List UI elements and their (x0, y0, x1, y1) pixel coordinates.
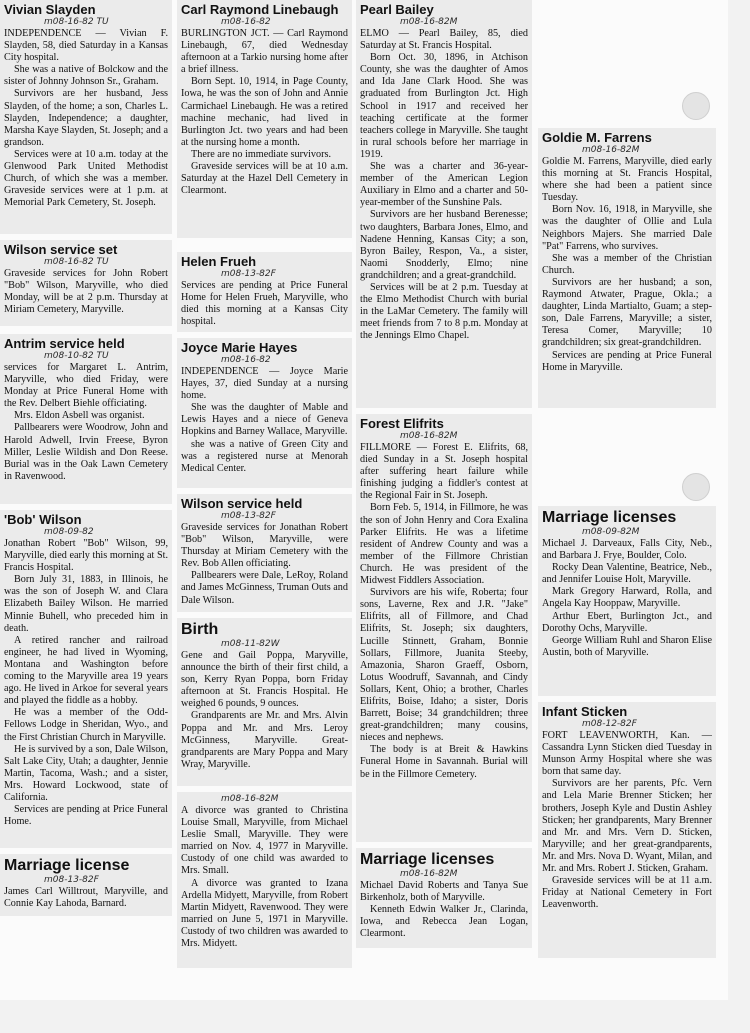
article-paragraph: Graveside services will be at 11 a.m. Friday at National Cemetery in Fort Leavenworth. (542, 875, 712, 911)
headline: Antrim service held (4, 336, 125, 351)
handwritten-date-note: m08-10-82 TU (44, 351, 109, 361)
article-paragraph: George William Ruhl and Sharon Elise Austin, both of Maryville. (542, 634, 712, 658)
headline: Infant Sticken (542, 704, 628, 719)
article-paragraph: INDEPENDENCE — Joyce Marie Hayes, 37, died Sunday at a nursing home. (181, 366, 348, 402)
article-paragraph: Gene and Gail Poppa, Maryville, announce the birth of their first child, a son, Kerry Ryan Poppa, born Friday afternoon at St. Francis Hospital. He weighed 6 pounds, 9 ounces. (181, 650, 348, 710)
handwritten-date-note: m08-12-82F (582, 719, 637, 729)
headline: Forest Elifrits (360, 416, 444, 431)
handwritten-date-note: m08-16-82M (400, 17, 458, 27)
handwritten-date-note: m08-09-82M (582, 527, 640, 537)
article-paragraph: There are no immediate survivors. (191, 148, 332, 160)
handwritten-date-note: m08-16-82 (221, 17, 271, 27)
article-paragraph: Survivors are her parents, Pfc. Vern and Lela Marie Brenner Sticken; her brothers, Joseph Kyle and Dustin Ashley Sticken; her grandparents, Mary Brenner and Mr. and Mrs. Vern D. Sticken, Maryville; and her great-grandparents, Mr. and Mrs. Nova D. Wyant, Milan, and Mr. and Mrs. Robert J. Sticken, Graham. (542, 778, 712, 875)
handwritten-date-note: m08-13-82F (221, 269, 276, 279)
clipping-forest-elifrits (356, 414, 532, 842)
clipping-marriage-licenses-roberts-walker (356, 848, 532, 948)
article-paragraph: FILLMORE — Forest E. Elifrits, 68, died Sunday in a St. Joseph hospital after suffering heart failure while finishing judging a fiddler's contest at the Regional Fair in St. Joseph. (360, 442, 528, 502)
article-paragraph: Michael David Roberts and Tanya Sue Birkenholz, both of Maryville. (360, 880, 528, 904)
article-paragraph: Born July 31, 1883, in Illinois, he was the son of Joseph W. and Clara Elizabeth Bailey Wilson. He married Minnie Buhell, who preceded him in death. (4, 574, 168, 634)
clipping-helen-frueh (177, 252, 352, 332)
handwritten-date-note: m08-16-82M (221, 794, 279, 804)
article-paragraph: Services are pending at Price Funeral Home in Maryville. (542, 349, 712, 373)
article-paragraph: Services will be at 2 p.m. Tuesday at the Elmo Methodist Church with burial in the LaMar Cemetery. The family will meet friends from 7 to 8 p.m. Monday at the Jennings Elmo Chapel. (360, 281, 528, 342)
article-paragraph: Graveside services for Jonathan Robert "Bob" Wilson, Maryville, were Thursday at Miriam Cemetery with the Rev. Bob Allen officiating. (181, 522, 348, 570)
article-paragraph: BURLINGTON JCT. — Carl Raymond Linebaugh, 67, died Wednesday afternoon at a Tarkio nursing home after a brief illness. (181, 28, 348, 76)
clipping-bob-wilson (0, 510, 172, 848)
handwritten-date-note: m08-16-82M (400, 869, 458, 879)
article-paragraph: Survivors are his wife, Roberta; four sons, Laverne, Rex and J.R. "Jake" Elifrits, all of Fillmore, and Chad Elifrits, St. Joseph; six daughters, Lucille Stinnett, Graham, Bonnie Sollars, Fillmore, Juanita Steeby, Amazonia, Sharon Graeff, Osborn, Lotus Woodruff, Savannah, and Cindy Sollars, Kent, Ohio; a brother, Charles Elifrits, Boise, Idaho; a sister, Doris Barrett, Boise; 34 grandchildren; three great-grandchildren; many cousins, nieces and nephews. (360, 587, 528, 744)
clipping-infant-sticken (538, 702, 716, 958)
handwritten-date-note: m08-13-82F (221, 511, 276, 521)
article-paragraph: Goldie M. Farrens, Maryville, died early this morning at St. Francis Hospital, where she had been a patient since Tuesday. (542, 156, 712, 204)
headline: Vivian Slayden (4, 2, 96, 17)
clipping-birth (177, 618, 352, 786)
article-paragraph: Graveside services for John Robert "Bob" Wilson, Maryville, who died Monday, will be at 2 p.m. Thursday at Miriam Cemetery, Maryville. (4, 268, 168, 316)
headline: Wilson service set (4, 242, 118, 257)
clipping-antrim-service-held (0, 334, 172, 504)
article-paragraph: Born Sept. 10, 1914, in Page County, Iowa, he was the son of John and Annie Carmichael Linebaugh. He was a retired machine mechanic, had lived in Burlington Jct. two years and had been at the nursing home a month. (181, 76, 348, 148)
handwritten-date-note: m08-16-82M (582, 145, 640, 155)
article-paragraph: Rocky Dean Valentine, Beatrice, Neb., and Jennifer Louise Holt, Maryville. (542, 562, 712, 586)
clipping-joyce-marie-hayes (177, 338, 352, 488)
headline: Goldie M. Farrens (542, 130, 652, 145)
clipping-wilson-service-set (0, 240, 172, 326)
article-paragraph: Services are pending at Price Funeral Home for Helen Frueh, Maryville, who died this morning at a Kansas City hospital. (181, 280, 348, 328)
article-paragraph: Survivors are her husband, Jess Slayden, of the home; a son, Charles L. Slayden, Independence; a daughter, Marsha Kaye Slayden, St. Joseph; and a grandson. (4, 88, 168, 148)
binder-hole (682, 92, 710, 120)
handwritten-date-note: m08-11-82W (221, 639, 280, 649)
handwritten-date-note: m08-16-82M (400, 431, 458, 441)
headline: Joyce Marie Hayes (181, 340, 298, 355)
clipping-marriage-licenses-darveaux (538, 506, 716, 696)
article-paragraph: Grandparents are Mr. and Mrs. Alvin Poppa and Mr. and Mrs. Leroy McGinness, Maryville. Great-grandparents are Mary Poppa and Mary Wray, Maryville. (181, 710, 348, 770)
article-paragraph: She was a member of the Christian Church. (542, 252, 712, 276)
article-paragraph: A divorce was granted to Christina Louise Small, Maryville, from Michael Leslie Small, Maryville. They were married on Nov. 4, 1977 in Maryville. Custody of one child was awarded to Mrs. Small. (181, 805, 348, 877)
clipping-marriage-license (0, 854, 172, 916)
article-paragraph: He was a member of the Odd-Fellows Lodge in Sheridan, Wyo., and the First Christian Church in Maryville. (4, 707, 168, 743)
headline: Carl Raymond Linebaugh (181, 2, 339, 17)
article-paragraph: Born Oct. 30, 1896, in Atchison County, she was the daughter of Amos and Ida Jane Clark Hood. She was graduated from Burlington Jct. High School in 1917 and received her teaching certificate at the former teachers college in Maryville. She taught in rural schools before her marriage in 1919. (360, 52, 528, 160)
clipping-pearl-bailey (356, 0, 532, 408)
article-paragraph: She was a native of Bolckow and the sister of Johnny Johnson Sr., Graham. (4, 64, 168, 88)
article-paragraph: The body is at Breit & Hawkins Funeral Home in Savannah. Burial will be in the Fillmore Cemetery. (360, 744, 528, 780)
handwritten-date-note: m08-16-82 TU (44, 17, 109, 27)
headline: Marriage licenses (542, 509, 677, 526)
headline: Marriage license (4, 857, 130, 874)
clipping-vivian-slayden (0, 0, 172, 234)
clipping-carl-raymond-linebaugh (177, 0, 352, 238)
article-paragraph: Services were at 10 a.m. today at the Glenwood Park United Methodist Church, of which she was a member. Graveside services were at 1 p.m. at Memorial Park Cemetery, St. Joseph. (4, 148, 168, 209)
article-paragraph: He is survived by a son, Dale Wilson, Salt Lake City, Utah; a daughter, Jennie Martin, Tacoma, Wash.; and a sister, Mrs. Howard Lockwood, state of California. (4, 743, 168, 803)
handwritten-date-note: m08-16-82 TU (44, 257, 109, 267)
article-paragraph: Arthur Ebert, Burlington Jct., and Dorothy Ochs, Maryville. (542, 610, 712, 634)
article-paragraph: INDEPENDENCE — Vivian F. Slayden, 58, died Saturday in a Kansas City hospital. (4, 28, 168, 64)
article-paragraph: A retired rancher and railroad engineer, he had lived in Wyoming, Montana and Washington before coming to the Maryville area 19 years ago. He lived in Arkoe for several years and played the fiddle as a hobby. (4, 634, 168, 707)
handwritten-date-note: m08-09-82 (44, 527, 94, 537)
article-paragraph: Michael J. Darveaux, Falls City, Neb., and Barbara J. Frye, Boulder, Colo. (542, 538, 712, 562)
article-paragraph: Pallbearers were Woodrow, John and Harold Adwell, Irvin Freese, Byron Miller, Leslie Wildish and Don Reese. Burial was in the Oak Lawn Cemetery in Ravenwood. (4, 422, 168, 482)
article-paragraph: Kenneth Edwin Walker Jr., Clarinda, Iowa, and Rebecca Jean Logan, Clearmont. (360, 904, 528, 940)
article-paragraph: Mrs. Eldon Asbell was organist. (14, 410, 145, 422)
article-paragraph: Mark Gregory Harward, Rolla, and Angela Kay Hooppaw, Maryville. (542, 586, 712, 610)
article-paragraph: She was a charter and 36-year-member of the American Legion Auxiliary in Elmo and a charter and 50-year-member of the Sunshine Pals. (360, 161, 528, 209)
article-paragraph: she was a native of Green City and was a registered nurse at Menorah Medical Center. (181, 438, 348, 474)
article-paragraph: Survivors are her husband Berenesse; two daughters, Barbara Jones, Elmo, and Nadene Henning, Kansas City; a son, Byron Bailey, Respon, Va., a sister, Naomi Snodderly, Elmo; nine grandchildren; and a great-grandchild. (360, 209, 528, 281)
article-paragraph: James Carl Willtrout, Maryville, and Connie Kay Lahoda, Barnard. (4, 886, 168, 910)
binder-hole (682, 473, 710, 501)
article-paragraph: Born Feb. 5, 1914, in Fillmore, he was the son of John Henry and Cora Exalina Parker Elifrits. He was a lifetime resident of Andrew County and was a member of the Fillmore Christian Church. He was president of the Midwest Fiddlers Association. (360, 502, 528, 587)
article-paragraph: Jonathan Robert "Bob" Wilson, 99, Maryville, died early this morning at St. Francis Hospital. (4, 538, 168, 574)
clipping-wilson-service-held (177, 494, 352, 612)
headline: Wilson service held (181, 496, 303, 511)
article-paragraph: She was the daughter of Mable and Lewis Hayes and a niece of Geneva Hopkins and Barney Wallace, Maryville. (181, 402, 348, 438)
clipping-goldie-m-farrens (538, 128, 716, 408)
article-paragraph: ELMO — Pearl Bailey, 85, died Saturday at St. Francis Hospital. (360, 28, 528, 52)
handwritten-date-note: m08-13-82F (44, 875, 99, 885)
headline: Helen Frueh (181, 254, 257, 269)
article-paragraph: Graveside services will be at 10 a.m. Saturday at the Hazel Dell Cemetery in Clearmont. (181, 161, 348, 197)
article-paragraph: FORT LEAVENWORTH, Kan. — Cassandra Lynn Sticken died Tuesday in Munson Army Hospital where she was born that same day. (542, 730, 712, 778)
article-paragraph: Pallbearers were Dale, LeRoy, Roland and James McGinness, Truman Outs and Dale Wilson. (181, 570, 348, 606)
article-paragraph: Born Nov. 16, 1918, in Maryville, she was the daughter of Ollie and Lula Neighbors Majers. She married Dale "Pat" Farrens, who survives. (542, 204, 712, 252)
headline: 'Bob' Wilson (4, 512, 82, 527)
handwritten-date-note: m08-16-82 (221, 355, 271, 365)
article-paragraph: Survivors are her husband; a son, Raymond Atwater, Prague, Okla.; a daughter, Linda Martialto, Guam; a step-son, Dale Farrens, Maryville; a sister, Teresa Comer, Maryville; 10 grandchildren; six great-grandchildren. (542, 276, 712, 349)
clipping-divorces (177, 792, 352, 968)
article-paragraph: A divorce was granted to Izana Ardella Midyett, Maryville, from Robert Martin Midyett, Ravenwood. They were married on June 5, 1971 in Maryville. Custody of two children was awarded to Mrs. Midyett. (181, 877, 348, 950)
article-paragraph: services for Margaret L. Antrim, Maryville, who died Friday, were Monday at Price Funeral Home with the Rev. Delbert Biehle officiating. (4, 362, 168, 410)
headline: Pearl Bailey (360, 2, 434, 17)
article-paragraph: Services are pending at Price Funeral Home. (4, 804, 168, 828)
headline: Birth (181, 621, 219, 638)
headline: Marriage licenses (360, 851, 495, 868)
